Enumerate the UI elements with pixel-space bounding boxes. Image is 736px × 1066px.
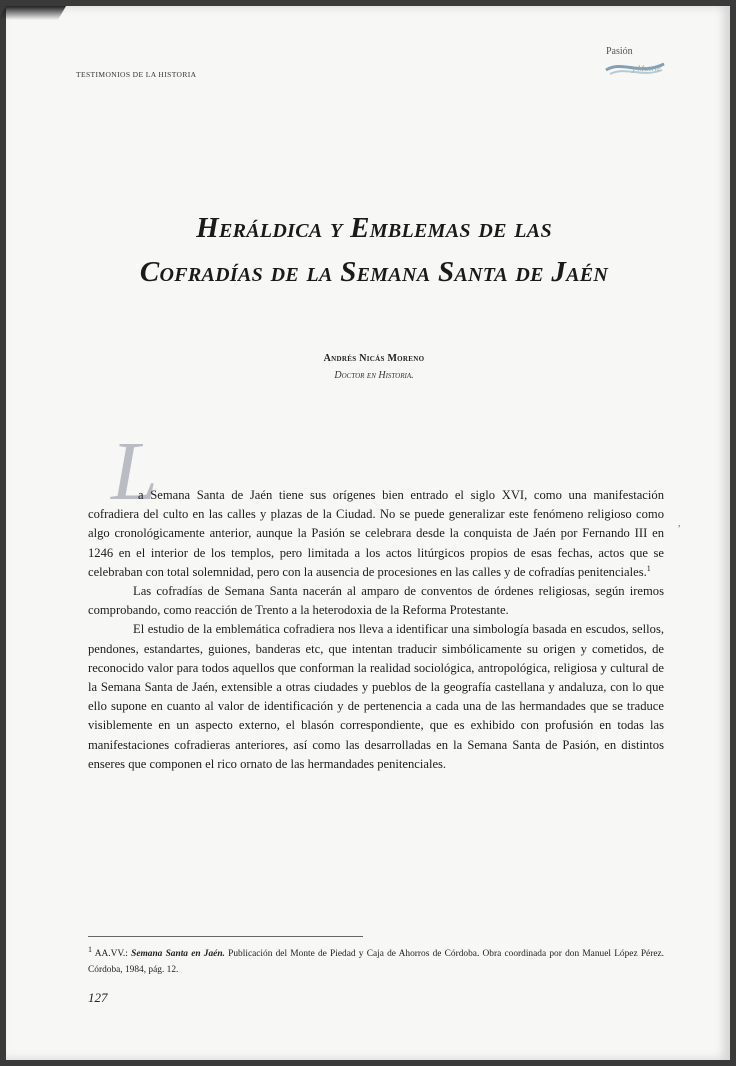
- title-line-1: Heráldica y Emblemas de las: [196, 212, 552, 244]
- margin-mark: ,: [678, 518, 681, 529]
- running-head: TESTIMONIOS DE LA HISTORIA: [76, 70, 197, 79]
- author-affiliation: Doctor en Historia.: [334, 370, 414, 381]
- footnote-marker: 1: [88, 944, 92, 954]
- paragraph-3: El estudio de la emblemática cofradiera nos lleva a identificar una simbología basada en escudos, sellos, pendones, estandartes, guiones, banderas etc, que intentan traducir simbólicamente su origen y cometidos, de reconocido valor para todos aquellos que conforman la realidad sociológica, antropológica, religiosa y cultural de la Semana Santa de Jaén, extensible a otras ciudades y pueblos de la geografía castellana y andaluza, con lo que ello supone en cuanto al valor de identificación y de pertenencia a cada una de las hermandades que se traduce visiblemente en un aspecto externo, el blasón correspondiente, que es exhibido con profusión en todas las manifestaciones cofradieras anteriores, así como las desarrolladas en la Semana Santa de Pasión, en distintos enseres que componen el rico ornato de las hermandades penitenciales.: [88, 622, 664, 771]
- drop-cap: L: [111, 425, 158, 518]
- article-body: [88, 486, 664, 774]
- footnote-rule: [88, 936, 363, 937]
- paragraph-1: [88, 486, 664, 582]
- page-number: 127: [88, 990, 108, 1005]
- footnote: [88, 946, 664, 978]
- footnote-reference: 1: [646, 563, 651, 573]
- footnote-work-title: Semana Santa en Jaén.: [131, 949, 225, 959]
- document-page: [6, 6, 730, 1060]
- publication-logo: [604, 44, 666, 78]
- footnote-text: Publicación del Monte de Piedad y Caja de Ahorros de Córdoba. Obra coordinada por don Manuel López Pérez. Córdoba, 1984, pág. 12.: [88, 949, 665, 975]
- article-title: [46, 206, 702, 294]
- footnote-lead: AA.VV.:: [94, 949, 128, 959]
- paragraph-1-text: a Semana Santa de Jaén tiene sus orígenes bien entrado el siglo XVI, como una manifestación cofradiera del culto en las calles y plazas de la Ciudad. No se puede generalizar este fenómeno religioso como algo cronológicamente anterior, aunque la Pasión se celebrara desde la conquista de Jaén por Fernando III en 1246 en el interior de los templos, pero limitada a los actos litúrgicos propios de esas fechas, actos que se celebraban con total solemnidad, pero con la ausencia de procesiones en las calles y de cofradías penitenciales.: [88, 488, 664, 579]
- author-name: Andrés Nicás Moreno: [323, 353, 425, 364]
- page-corner-shadow: [0, 6, 66, 20]
- title-line-2: Cofradías de la Semana Santa de Jaén: [139, 256, 609, 288]
- logo-word-muerte: y Muerte: [632, 64, 661, 73]
- paragraph-2: Las cofradías de Semana Santa nacerán al amparo de conventos de órdenes religiosas, según iremos comprobando, como reacción de Trento a la heterodoxia de la Reforma Protestante.: [88, 584, 664, 618]
- logo-word-pasion: Pasión: [606, 46, 633, 57]
